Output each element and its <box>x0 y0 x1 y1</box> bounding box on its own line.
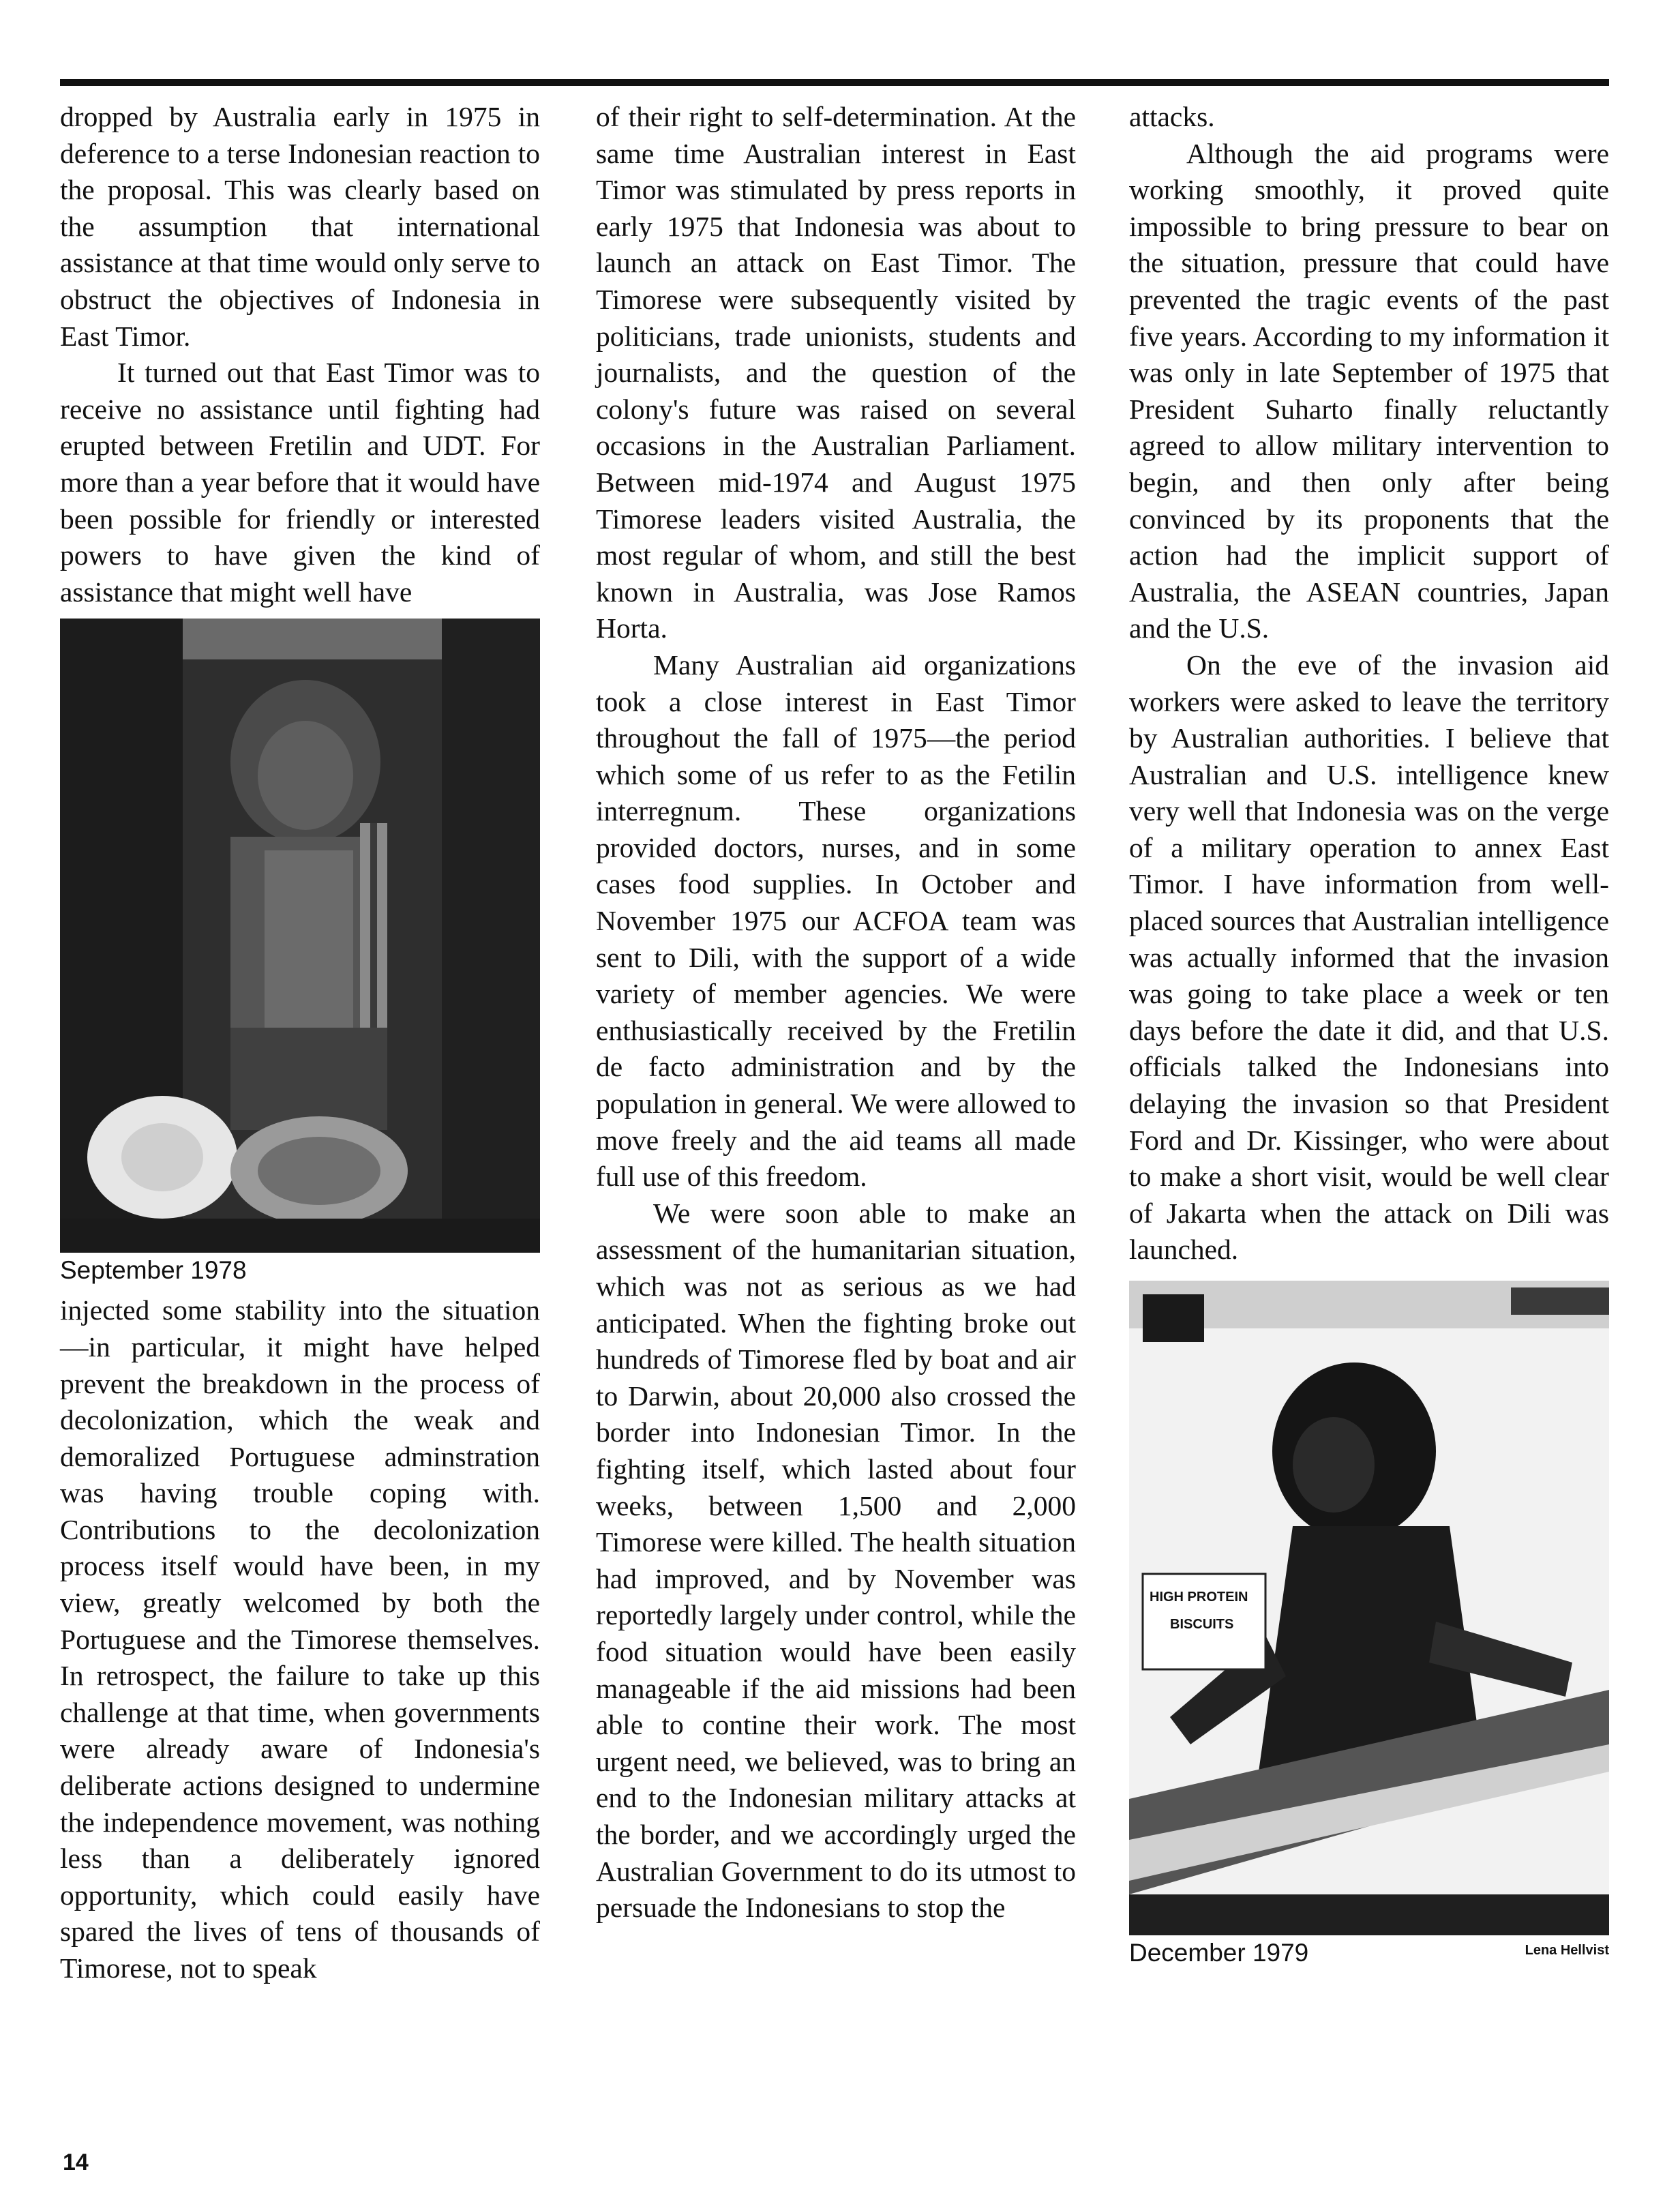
paragraph: We were soon able to make an assessment of the humanitarian situation, which was not as serious as we had anticipated. When the fighting broke out hundreds of Timorese fled by boat and air to Darwin, about 20,000 also crossed the border into Indonesian Timor. In the fighting itself, which lasted about four weeks, between 1,500 and 2,000 Timorese were killed. The health situation had improved, and by November was reportedly largely under control, while the food situation would have been easily manageable if the aid missions had been able to contine their work. The most urgent need, we believed, was to bring an end to the Indonesian military attacks at the border, and we accordingly urged the Australian Government to do its utmost to persuade the Indonesians to stop the <box>596 1197 1076 1924</box>
box-label-line-1: HIGH PROTEIN <box>1150 1590 1248 1605</box>
paragraph: dropped by Australia early in 1975 in deference to a terse Indonesian reaction to the proposal. This was clearly based on the assumption that international assistance at that time would only serve to obstruct the objectives of Indonesia in East Timor. <box>60 101 540 352</box>
box-label-line-2: BISCUITS <box>1170 1617 1234 1632</box>
photo-caption: September 1978 <box>60 1256 247 1285</box>
column-2 <box>596 99 1076 1926</box>
photo-child-september-1978 <box>60 619 540 1253</box>
photo-caption-with-credit <box>1129 1938 1609 1968</box>
top-rule <box>60 79 1609 86</box>
paragraph: On the eve of the invasion aid workers were asked to leave the territory by Australian authorities. I believe that Australian and U.S. intelligence knew very well that Indonesia was on the verge of a military operation to annex East Timor. I have information from well-placed sources that Australian intelligence was actually informed that the invasion was going to take place a week or ten days before the date it did, and that U.S. officials talked the Indonesians into delaying the invasion so that President Ford and Dr. Kissinger, who were about to make a short visit, would be well clear of Jakarta when the attack on Dili was launched. <box>1129 649 1609 1266</box>
column-3 <box>1129 99 1609 1975</box>
photo-child-december-1979 <box>1129 1281 1609 1935</box>
paragraph: Many Australian aid organizations took a close interest in East Timor throughout the fall of 1975—the period which some of us refer to as the Fetilin interregnum. These organizations provided doctors, nurses, and in some cases food supplies. In October and November 1975 our ACFOA team was sent to Dili, with the support of a wide variety of member agencies. We were enthusiastically received by the Fretilin de facto administration and by the population in general. We were allowed to move freely and the aid teams all made full use of this freedom. <box>596 649 1076 1193</box>
paragraph: of their right to self-determination. At the same time Australian interest in East Timor was stimulated by press reports in early 1975 that Indonesia was about to launch an attack on East Timor. The Timorese were subsequently visited by politicians, trade unionists, students and journalists, and the question of the colony's future was raised on several occasions in the Australian Parliament. Between mid-1974 and August 1975 Timorese leaders visited Australia, the most regular of whom, and still the best known in Australia, was Jose Ramos Horta. <box>596 101 1076 644</box>
paragraph: injected some stability into the situation—in particular, it might have helped prevent the breakdown in the process of decolonization, which the weak and demoralized Portuguese adminstration was having trouble coping with. Contributions to the decolonization process itself would have been, in my view, greatly welcomed by both the Portuguese and the Timorese themselves. In retrospect, the failure to take up this challenge at that time, when governments were already aware of Indonesia's deliberate actions designed to undermine the independence movement, was nothing less than a deliberately ignored opportunity, which could easily have spared the lives of tens of thousands of Timorese, not to speak <box>60 1294 540 1984</box>
paragraph: It turned out that East Timor was to receive no assistance until fighting had erupted between Fretilin and UDT. For more than a year before that it would have been possible for friendly or interested powers to have given the kind of assistance that might well have <box>60 357 540 608</box>
page-number: 14 <box>63 2149 89 2175</box>
paragraph: Although the aid programs were working smoothly, it proved quite impossible to bring pressure to bear on the situation, pressure that could have prevented the tragic events of the past five years. According to my information it was only in late September of 1975 that President Suharto finally reluctantly agreed to allow military intervention to begin, and then only after being convinced by its proponents that the action had the implicit support of Australia, the ASEAN countries, Japan and the U.S. <box>1129 137 1609 644</box>
photo-caption: December 1979 <box>1129 1939 1309 1967</box>
paragraph: attacks. <box>1129 101 1215 132</box>
column-1 <box>60 99 540 1987</box>
photo-credit: Lena Hellvist <box>1525 1943 1609 1958</box>
